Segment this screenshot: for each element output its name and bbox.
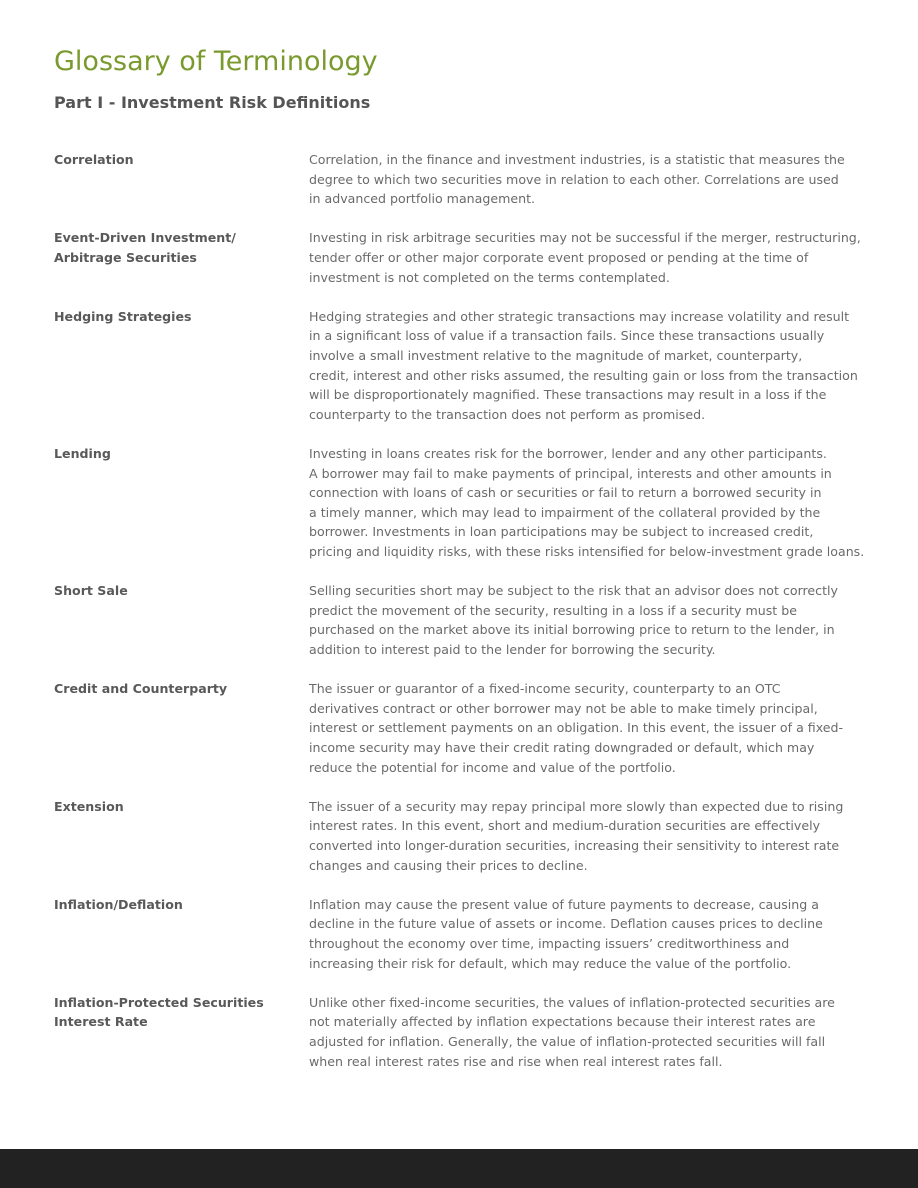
glossary-term — [54, 444, 284, 464]
glossary-definition-line: not materially affected by inflation expectations because their interest rates are — [309, 1014, 816, 1030]
glossary-definition-line: reduce the potential for income and value of the portfolio. — [309, 759, 676, 775]
glossary-definition-line: Investing in risk arbitrage securities may not be successful if the merger, restructuring, — [309, 230, 861, 246]
glossary-definition — [309, 150, 869, 209]
glossary-definition-line: derivatives contract or other borrower may not be able to make timely principal, — [309, 700, 818, 716]
glossary-definition-line: adjusted for inflation. Generally, the value of inflation-protected securities will fall — [309, 1033, 826, 1049]
glossary-term-line: Inflation/Deflation — [54, 896, 183, 912]
section-title: Part I - Investment Risk Definitions — [54, 93, 371, 112]
glossary-definition-line: counterparty to the transaction does not perform as promised. — [309, 406, 706, 422]
glossary-definition-line: throughout the economy over time, impacting issuers’ creditworthiness and — [309, 935, 790, 951]
glossary-term — [54, 797, 284, 817]
glossary-definition — [309, 581, 869, 659]
glossary-definition-line: will be disproportionately magnified. These transactions may result in a loss if the — [309, 387, 827, 403]
glossary-definition-line: Unlike other fixed-income securities, the values of inflation-protected securities are — [309, 994, 835, 1010]
glossary-term-line: Hedging Strategies — [54, 308, 192, 324]
glossary-definition — [309, 993, 869, 1071]
glossary-definition-line: a timely manner, which may lead to impairment of the collateral provided by the — [309, 504, 821, 520]
glossary-definition-line: increasing their risk for default, which may reduce the value of the portfolio. — [309, 955, 792, 971]
glossary-definition — [309, 307, 869, 425]
glossary-definition-line: Correlation, in the finance and investment industries, is a statistic that measures the — [309, 152, 845, 167]
glossary-definition-line: degree to which two securities move in relation to each other. Correlations are used — [309, 171, 839, 187]
glossary-definition-line: Hedging strategies and other strategic transactions may increase volatility and result — [309, 308, 850, 324]
glossary-term-line: Arbitrage Securities — [54, 249, 197, 265]
glossary-definition-line: decline in the future value of assets or income. Deflation causes prices to decline — [309, 916, 823, 932]
glossary-term — [54, 581, 284, 601]
glossary-definition-line: pricing and liquidity risks, with these risks intensified for below-investment grade loans. — [309, 543, 865, 559]
glossary-term — [54, 228, 284, 267]
glossary-definition-line: The issuer or guarantor of a fixed-income security, counterparty to an OTC — [309, 681, 781, 697]
glossary-definition-line: Investing in loans creates risk for the borrower, lender and any other participants. — [309, 446, 827, 461]
glossary-definition-line: in a significant loss of value if a transaction fails. Since these transactions usually — [309, 328, 825, 344]
glossary-definition-line: tender offer or other major corporate event proposed or pending at the time of — [309, 249, 809, 265]
footer-bar — [0, 1149, 918, 1188]
glossary-definition-line: in advanced portfolio management. — [309, 191, 536, 207]
glossary-definition-line: income security may have their credit rating downgraded or default, which may — [309, 739, 815, 755]
glossary-definition-line: A borrower may fail to make payments of principal, interests and other amounts in — [309, 465, 832, 481]
glossary-term — [54, 307, 284, 327]
glossary-definition-line: converted into longer-duration securities, increasing their sensitivity to interest rate — [309, 837, 840, 853]
glossary-term-line: Interest Rate — [54, 1014, 148, 1030]
glossary-definition-line: purchased on the market above its initial borrowing price to return to the lender, in — [309, 622, 835, 638]
glossary-definition-line: connection with loans of cash or securities or fail to return a borrowed security in — [309, 485, 822, 501]
glossary-term-line: Short Sale — [54, 583, 128, 599]
glossary-definition-line: interest rates. In this event, short and medium-duration securities are effectively — [309, 818, 821, 834]
glossary-definition-line: Inflation may cause the present value of future payments to decrease, causing a — [309, 896, 819, 912]
glossary-term — [54, 993, 284, 1032]
glossary-term — [54, 679, 284, 699]
glossary-definition-line: credit, interest and other risks assumed, the resulting gain or loss from the transaction — [309, 367, 858, 383]
glossary-definition — [309, 228, 869, 287]
glossary-definition-line: addition to interest paid to the lender for borrowing the security. — [309, 641, 716, 657]
glossary-definition-line: The issuer of a security may repay principal more slowly than expected due to rising — [309, 798, 844, 814]
glossary-term-line: Event-Driven Investment/ — [54, 230, 236, 246]
glossary-definition-line: borrower. Investments in loan participations may be subject to increased credit, — [309, 524, 814, 540]
glossary-definition — [309, 895, 869, 973]
glossary-definition-line: interest or settlement payments on an obligation. In this event, the issuer of a fixed- — [309, 720, 844, 736]
glossary-definition-line: predict the movement of the security, resulting in a loss if a security must be — [309, 602, 797, 618]
glossary-term-line: Lending — [54, 446, 111, 461]
glossary-definition — [309, 797, 869, 875]
page-title: Glossary of Terminology — [54, 46, 378, 77]
glossary-definition-line: involve a small investment relative to the magnitude of market, counterparty, — [309, 347, 803, 363]
glossary-term-line: Extension — [54, 798, 124, 814]
glossary-definition-line: Selling securities short may be subject to the risk that an advisor does not correctly — [309, 583, 838, 599]
glossary-definition-line: investment is not completed on the terms contemplated. — [309, 269, 670, 285]
glossary-definition — [309, 444, 869, 562]
glossary-term-line: Credit and Counterparty — [54, 681, 228, 697]
glossary-term-line: Inflation-Protected Securities — [54, 994, 264, 1010]
glossary-definition-line: changes and causing their prices to decline. — [309, 857, 588, 873]
glossary-definition — [309, 679, 869, 777]
glossary-term-line: Correlation — [54, 152, 134, 167]
glossary-definition-line: when real interest rates rise and rise when real interest rates fall. — [309, 1053, 723, 1069]
glossary-term — [54, 895, 284, 915]
glossary-term — [54, 150, 284, 170]
